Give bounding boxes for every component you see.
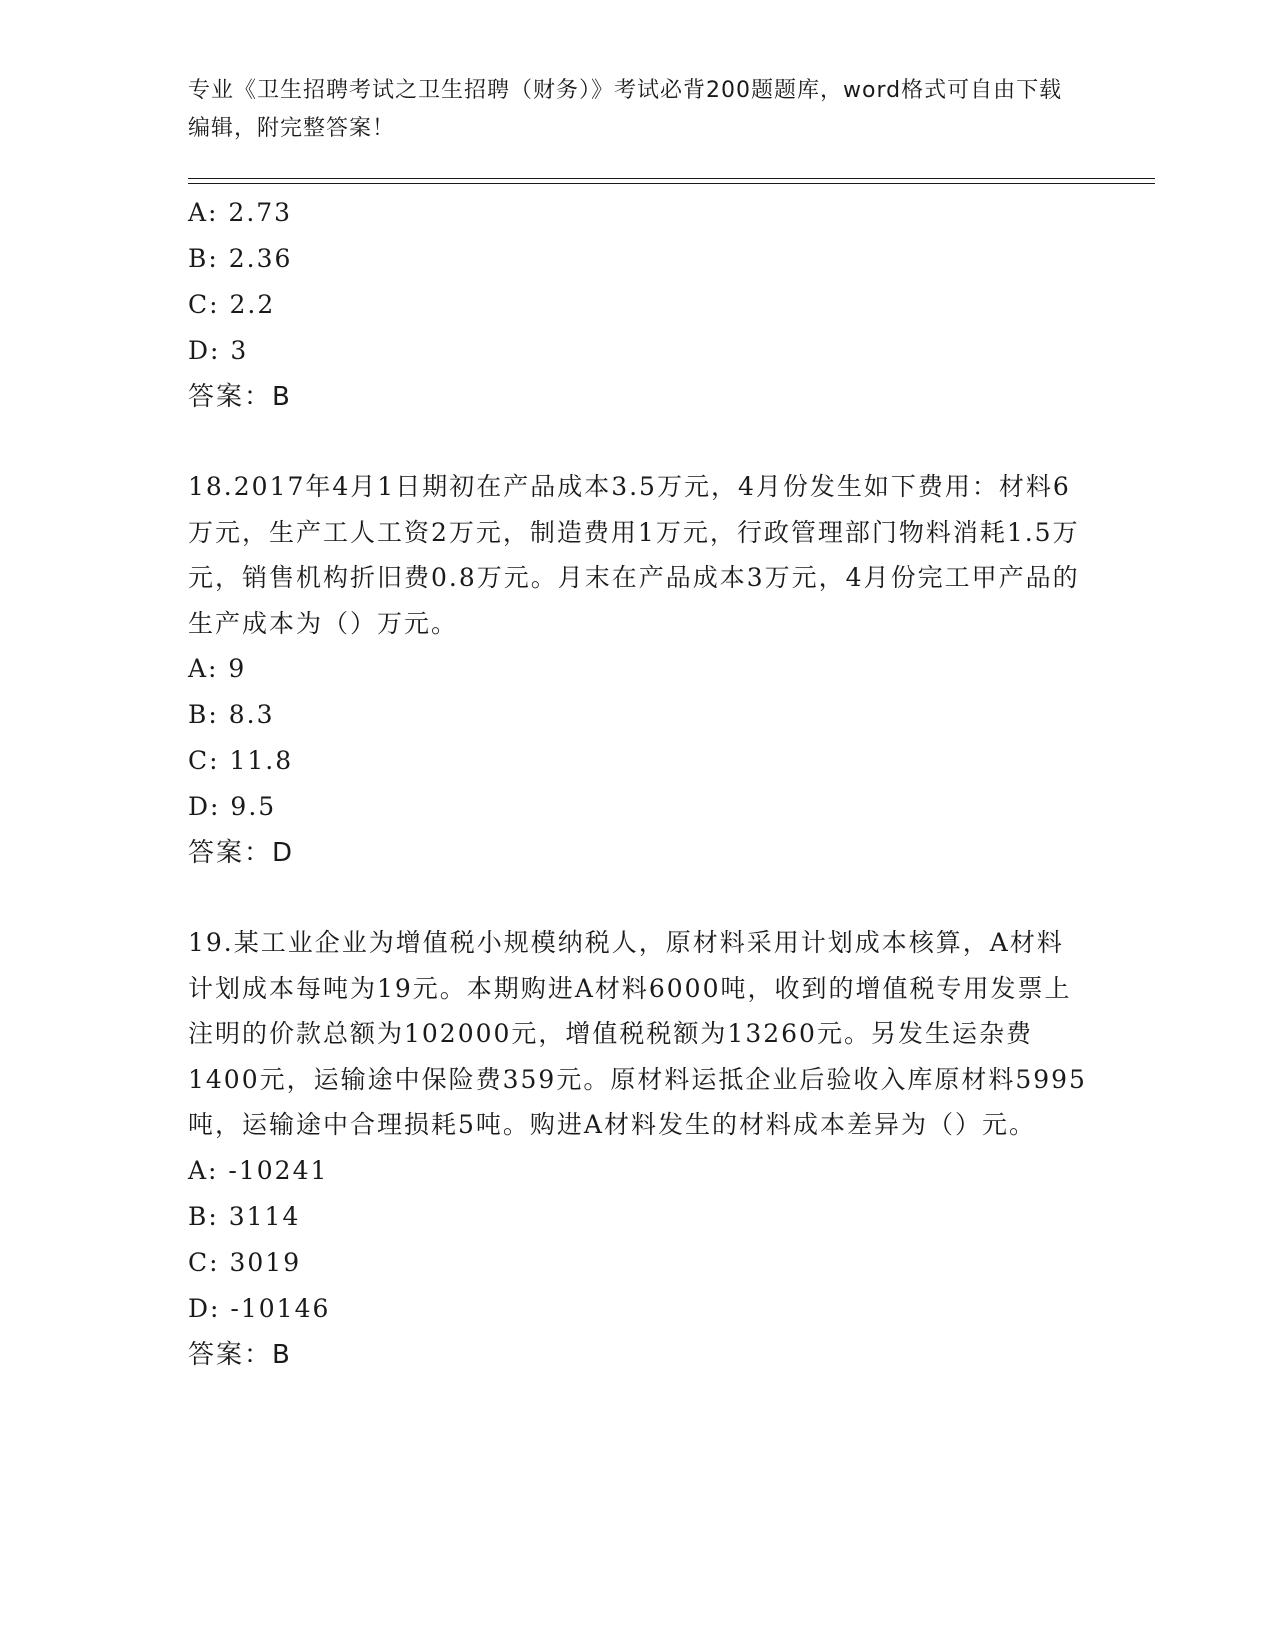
document-content — [188, 190, 1088, 1378]
header-rule-top — [188, 178, 1155, 179]
option-d: D: 3 — [188, 336, 249, 365]
question-stem: 19.某工业企业为增值税小规模纳税人，原材料采用计划成本核算，A材料计划成本每吨为19元。本期购进A材料6000吨，收到的增值税专用发票上注明的价款总额为102000元，增值税税额为13260元。另发生运杂费1400元，运输途中保险费359元。原材料运抵企业后验收入库原材料5995吨，运输途中合理损耗5吨。购进A材料发生的材料成本差异为（）元。 — [188, 928, 1087, 1139]
option-c: C: 3019 — [188, 1247, 302, 1277]
option-a: A: 9 — [188, 654, 247, 683]
question-19 — [188, 920, 1088, 1378]
option-a: A: -10241 — [188, 1155, 329, 1185]
option-d: D: 9.5 — [188, 792, 277, 821]
option-a: A: 2.73 — [188, 198, 293, 227]
option-b: B: 2.36 — [188, 244, 293, 273]
option-c: C: 2.2 — [188, 290, 276, 319]
question-stem: 18.2017年4月1日期初在产品成本3.5万元，4月份发生如下费用：材料6万元，生产工人工资2万元，制造费用1万元，行政管理部门物料消耗1.5万元，销售机构折旧费0.8万元。月末在产品成本3万元，4月份完工甲产品的生产成本为（）万元。 — [188, 472, 1080, 638]
header-title: 专业《卫生招聘考试之卫生招聘（财务）》考试必背200题题库，word格式可自由下载编辑，附完整答案！ — [188, 78, 1063, 141]
option-b: B: 8.3 — [188, 700, 275, 729]
header-rule-bottom — [188, 183, 1155, 184]
answer-line: 答案：B — [188, 1339, 292, 1370]
option-c: C: 11.8 — [188, 746, 294, 775]
question-18 — [188, 464, 1088, 876]
document-header — [188, 72, 1078, 148]
option-b: B: 3114 — [188, 1201, 301, 1231]
option-d: D: -10146 — [188, 1293, 331, 1323]
answer-line: 答案：B — [188, 382, 292, 412]
answer-line: 答案：D — [188, 838, 295, 868]
prev-question-block — [188, 190, 1088, 420]
